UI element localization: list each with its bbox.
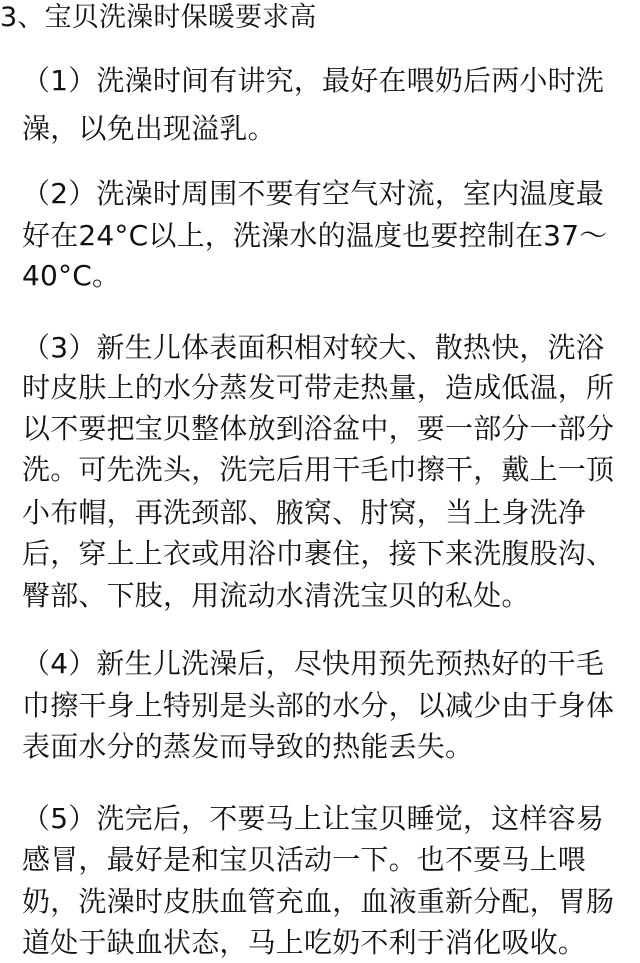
paragraph-line: 感冒，最好是和宝贝活动一下。也不要马上喂: [22, 843, 587, 876]
paragraph-line: （3）新生儿体表面积相对较大、散热快，洗浴: [22, 331, 605, 364]
paragraph-line: （4）新生儿洗澡后，尽快用预先预热好的干毛: [22, 647, 605, 680]
paragraph-line: 臀部、下肢，用流动水清洗宝贝的私处。: [22, 579, 530, 612]
paragraph-line: （1）洗澡时间有讲究，最好在喂奶后两小时洗: [22, 64, 605, 97]
paragraph-line: 洗。可先洗头，洗完后用干毛巾擦干，戴上一顶: [22, 453, 615, 486]
paragraph-line: （2）洗澡时周围不要有空气对流，室内温度最: [22, 177, 605, 210]
paragraph-line: 表面水分的蒸发而导致的热能丢失。: [22, 730, 474, 763]
paragraph-line: 道处于缺血状态，马上吃奶不利于消化吸收。: [22, 926, 587, 959]
paragraph-line: 40°C。: [22, 259, 121, 292]
paragraph-line: 好在24°C以上，洗澡水的温度也要控制在37～: [22, 219, 608, 252]
paragraph-line: 澡，以免出现溢乳。: [22, 112, 276, 145]
paragraph-line: 以不要把宝贝整体放到浴盆中，要一部分一部分: [22, 412, 615, 445]
paragraph-line: 小布帽，再洗颈部、腋窝、肘窝，当上身洗净: [22, 496, 587, 529]
paragraph-line: （5）洗完后，不要马上让宝贝睡觉，这样容易: [22, 802, 605, 835]
paragraph-line: 时皮肤上的水分蒸发可带走热量，造成低温，所: [22, 371, 615, 404]
section-heading: 3、宝贝洗澡时保暖要求高: [0, 2, 317, 33]
paragraph-line: 奶，洗澡时皮肤血管充血，血液重新分配，胃肠: [22, 885, 615, 918]
paragraph-line: 后，穿上上衣或用浴巾裹住，接下来洗腹股沟、: [22, 537, 615, 570]
paragraph-line: 巾擦干身上特别是头部的水分，以减少由于身体: [22, 689, 615, 722]
